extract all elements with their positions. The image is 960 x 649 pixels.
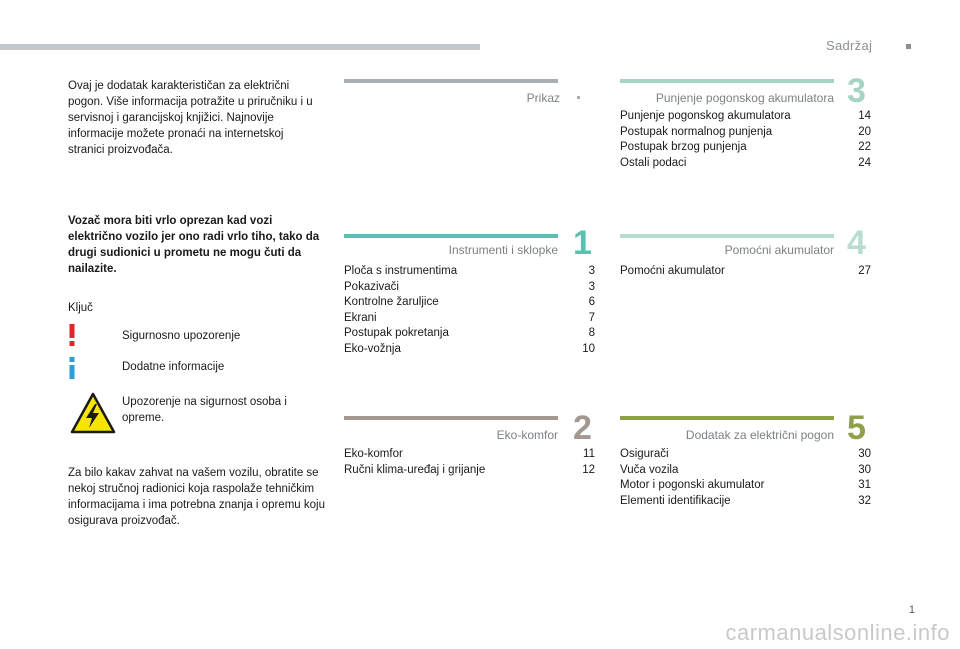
toc-entry[interactable]	[620, 125, 871, 141]
toc-entry-page: 11	[583, 448, 595, 460]
footer-note: Za bilo kakav zahvat na vašem vozilu, obratite se nekoj stručnoj radionici koja raspolaže tehničkim informacijama i ima potrebna znanja i opremu koju osigurava proizvođač.	[68, 467, 325, 527]
toc-list-4	[620, 264, 871, 280]
intro-text: Ovaj je dodatak karakterističan za električni pogon. Više informacija potražite u priručniku i u servisnoj i garancijskoj knjižici. Najnovije informacije možete pronaći na internetskoj stranici proizvođača.	[68, 80, 313, 156]
toc-entry-page: 30	[858, 448, 871, 460]
toc-entry-page: 22	[858, 141, 871, 153]
section-title-5[interactable]: Dodatak za električni pogon	[685, 428, 834, 442]
section-bar-1	[344, 234, 558, 238]
toc-entry-label: Vuča vozila	[620, 463, 679, 476]
toc-entry[interactable]	[344, 311, 595, 327]
section-title-4[interactable]: Pomoćni akumulator	[724, 243, 834, 257]
toc-entry-label: Ostali podaci	[620, 156, 687, 169]
toc-entry-page: 7	[588, 311, 595, 324]
toc-entry-page: 32	[858, 494, 871, 507]
toc-entry[interactable]	[344, 463, 595, 479]
toc-entry[interactable]	[620, 109, 871, 125]
toc-entry[interactable]	[344, 264, 595, 280]
toc-entry[interactable]	[344, 295, 595, 311]
section-bar-4	[620, 234, 834, 238]
toc-entry-label: Kontrolne žaruljice	[344, 296, 439, 308]
section-number-1: 1	[573, 224, 592, 262]
legend-danger: Upozorenje na sigurnost osoba i opreme.	[122, 396, 287, 424]
toc-entry[interactable]	[344, 326, 595, 342]
toc-entry[interactable]	[620, 447, 871, 463]
toc-entry-page: 8	[588, 327, 595, 339]
section-number-5: 5	[847, 409, 866, 447]
toc-entry-label: Motor i pogonski akumulator	[620, 479, 765, 491]
page-number: 1	[908, 604, 915, 616]
toc-entry-label: Pomoćni akumulator	[620, 265, 725, 277]
toc-entry-label: Punjenje pogonskog akumulatora	[620, 110, 791, 122]
high-voltage-icon	[70, 392, 116, 434]
section-number-4: 4	[847, 224, 866, 262]
toc-list-1	[344, 264, 595, 357]
toc-entry-page: 30	[858, 463, 871, 476]
toc-entry-page: 6	[588, 296, 595, 308]
section-dot	[577, 96, 580, 99]
toc-entry-page: 3	[588, 280, 595, 293]
toc-entry-page: 27	[858, 265, 871, 277]
toc-entry-page: 3	[588, 265, 595, 277]
section-title-1[interactable]: Instrumenti i sklopke	[448, 243, 558, 257]
toc-entry-label: Elementi identifikacije	[620, 494, 731, 507]
toc-entry[interactable]	[620, 494, 871, 510]
toc-entry[interactable]	[344, 342, 595, 358]
toc-list-3	[620, 109, 871, 171]
key-label: Ključ	[68, 302, 93, 314]
header-title: Sadržaj	[826, 38, 873, 53]
toc-entry-page: 12	[582, 463, 595, 476]
section-bar-prikaz	[344, 79, 558, 83]
toc-entry-page: 10	[582, 342, 595, 355]
toc-entry-label: Postupak normalnog punjenja	[620, 125, 773, 138]
toc-entry[interactable]	[620, 140, 871, 156]
toc-entry-label: Ploča s instrumentima	[344, 265, 458, 277]
section-bar-2	[344, 416, 558, 420]
section-title-3[interactable]: Punjenje pogonskog akumulatora	[655, 91, 834, 105]
toc-entry[interactable]	[620, 264, 871, 280]
toc-entry-label: Postupak brzog punjenja	[620, 141, 747, 153]
toc-entry[interactable]	[344, 447, 595, 463]
section-bar-3	[620, 79, 834, 83]
section-number-2: 2	[573, 409, 592, 447]
toc-list-5	[620, 447, 871, 509]
toc-entry-page: 24	[858, 156, 871, 169]
toc-entry-label: Osigurači	[620, 448, 669, 460]
toc-list-2	[344, 447, 595, 478]
section-bar-5	[620, 416, 834, 420]
toc-entry-page: 14	[858, 110, 871, 122]
watermark: carmanualsonline.info	[725, 620, 950, 645]
legend-safety: Sigurnosno upozorenje	[122, 330, 241, 342]
toc-entry-label: Pokazivači	[344, 280, 399, 293]
toc-entry-label: Eko-vožnja	[344, 342, 401, 355]
toc-entry[interactable]	[620, 156, 871, 172]
section-title-prikaz[interactable]: Prikaz	[526, 91, 560, 105]
toc-entry[interactable]	[620, 463, 871, 479]
toc-entry-label: Postupak pokretanja	[344, 327, 449, 339]
info-icon	[66, 357, 78, 379]
toc-entry[interactable]	[344, 280, 595, 296]
header-dot	[906, 44, 911, 49]
section-title-2[interactable]: Eko-komfor	[496, 428, 558, 442]
header-bar	[0, 44, 480, 50]
warning-text: Vozač mora biti vrlo oprezan kad vozi električno vozilo jer ono radi vrlo tiho, tako da drugi sudionici u prometu ne mogu čuti da nailazite.	[68, 215, 320, 275]
legend-info: Dodatne informacije	[122, 361, 225, 373]
toc-entry-label: Ekrani	[344, 311, 377, 324]
toc-entry[interactable]	[620, 478, 871, 494]
toc-entry-page: 31	[858, 479, 871, 491]
section-number-3: 3	[847, 72, 866, 110]
toc-entry-label: Ručni klima-uređaj i grijanje	[344, 463, 486, 476]
toc-entry-label: Eko-komfor	[344, 448, 403, 460]
toc-entry-page: 20	[858, 125, 871, 138]
exclamation-icon	[66, 324, 78, 346]
